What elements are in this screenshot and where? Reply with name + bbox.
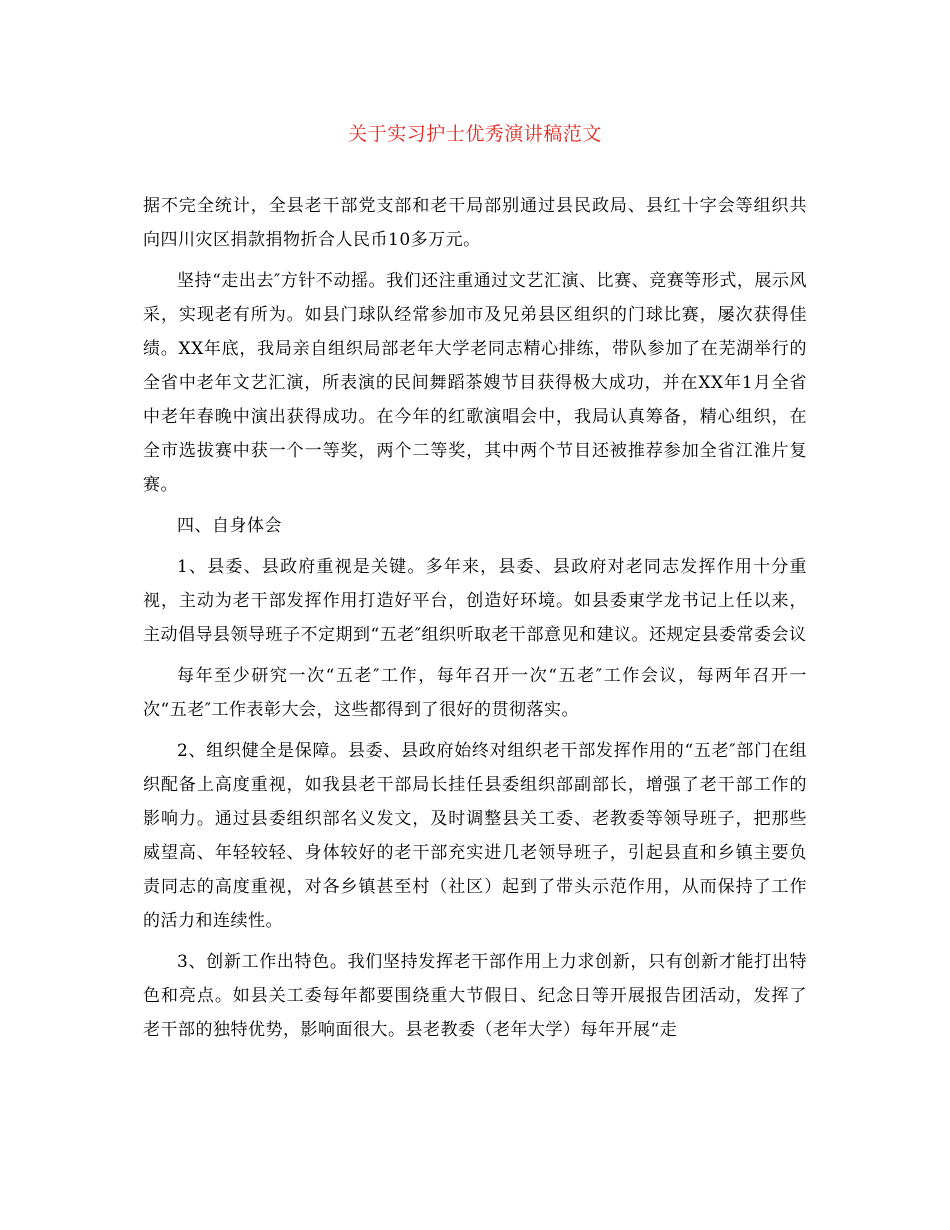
paragraph-go-out-policy: 坚持“走出去″方针不动摇。我们还注重通过文艺汇演、比赛、竞赛等形式，展示风采，实现老有所为。如县门球队经常参加市及兄弟县区组织的门球比赛，屡次获得佳绩。XX年底，我局亲自组织局部老年大学老同志精心排练，带队参加了在芜湖举行的全省中老年文艺汇演，所表演的民间舞蹈茶嫂节目获得极大成功，并在XX年1月全省中老年春晚中演出获得成功。在今年的红歌演唱会中，我局认真筹备，精心组织，在全市选拔赛中获一个一等奖，两个二等奖，其中两个节目还被推荐参加全省江淮片复赛。 [143,271,807,495]
paragraph-point-1: 1、县委、县政府重视是关键。多年来，县委、县政府对老同志发挥作用十分重视，主动为老干部发挥作用打造好平台，创造好环境。如县委東学龙书记上任以来，主动倡导县领导班子不定期到“五老″组织听取老干部意见和建议。还规定县委常委会议 [143,557,807,645]
paragraph-point-1-continued: 每年至少研究一次“五老″工作，每年召开一次“五老″工作会议，每两年召开一次“五老″工作表彰大会，这些都得到了很好的贯彻落实。 [143,666,807,720]
paragraph-donation-stats: 据不完全统计，全县老干部党支部和老干局部别通过县民政局、县红十字会等组织共向四川灾区捐款捐物折合人民币10多万元。 [143,196,807,250]
document-body [143,189,807,1047]
section-heading-experience: 四、自身体会 [177,516,282,536]
paragraph-point-3: 3、创新工作出特色。我们坚持发挥老干部作用上力求创新，只有创新才能打出特色和亮点。如县关工委每年都要围绕重大节假日、纪念日等开展报告团活动，发挥了老干部的独特优势，影响面很大。县老教委（老年大学）每年开展“走 [143,952,807,1040]
paragraph-point-2: 2、组织健全是保障。县委、县政府始终对组织老干部发挥作用的“五老″部门在组织配备上高度重视，如我县老干部局长挂任县委组织部副部长，增强了老干部工作的影响力。通过县委组织部名义发文，及时调整县关工委、老教委等领导班子，把那些威望高、年轻较轻、身体较好的老干部充实进几老领导班子，引起县直和乡镇主要负责同志的高度重视，对各乡镇甚至村（社区）起到了带头示范作用，从而保持了工作的活力和连续性。 [143,741,807,931]
document-title: 关于实习护士优秀演讲稿范文 [348,123,602,145]
